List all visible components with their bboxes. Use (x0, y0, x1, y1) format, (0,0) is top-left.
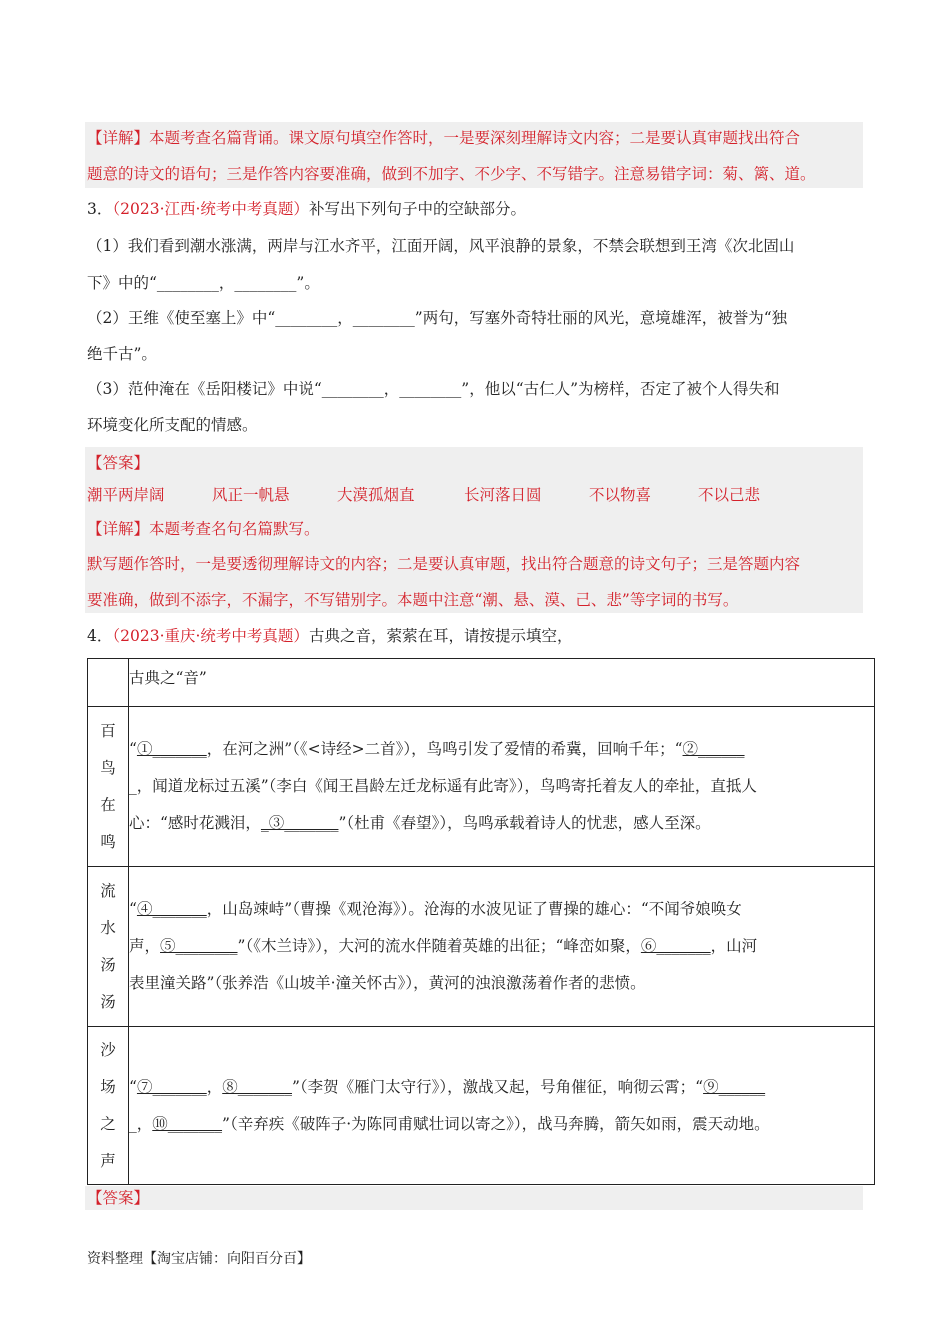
blank-1[interactable]: ①_______ (136, 740, 207, 758)
blank-2[interactable]: ②______ (682, 740, 745, 758)
question-3-header (87, 197, 526, 221)
blank-7[interactable]: ⑦_______ (136, 1077, 207, 1096)
question-3-stem: 补写出下列句子中的空缺部分。 (308, 200, 526, 218)
question-3-part1-line1: （1）我们看到潮水涨满，两岸与江水齐平，江面开阔，风平浪静的景象，不禁会联想到王湾《次北固山 (87, 237, 795, 255)
answer-4-label: 【答案】 (87, 1189, 150, 1207)
table-header-text: 古典之“音” (129, 669, 207, 687)
row-label-water: 流 水 汤 汤 (100, 881, 116, 1011)
question-3-part2-line2: 绝千古”。 (87, 345, 157, 363)
answer-3-item: 大漠孤烟直 (337, 486, 415, 504)
row-content-bird (129, 707, 875, 867)
table-row (88, 707, 875, 867)
blank-4[interactable]: ④_______ (136, 900, 207, 918)
question-3-source: （2023·江西·统考中考真题） (112, 200, 309, 218)
answer-3-item: 不以己悲 (698, 486, 761, 504)
question-4-header (87, 624, 572, 648)
question-3-part1-line2: 下》中的“________，________”。 (87, 274, 320, 292)
row-label-battle: 沙 场 之 声 (100, 1040, 116, 1170)
question-3-part2-line1: （2）王维《使至塞上》中“________，________”两句，写塞外奇特壮丽的风光，意境雄浑，被誉为“独 (87, 309, 788, 327)
blank-5[interactable]: ⑤________ (160, 937, 238, 955)
row-line: “④_______，山岛竦峙”（曹操《观沧海》）。沧海的水波见证了曹操的雄心：“不闻爷娘唤女 (129, 900, 742, 918)
row-line: 声，⑤________”（《木兰诗》），大河的流水伴随着英雄的出征；“峰峦如聚，⑥_______，山河 (129, 937, 758, 955)
table-header-cell (129, 659, 875, 707)
answer-3-detail-label: 【详解】本题考查名句名篇默写。 (87, 520, 320, 538)
answer-3-detail-line2: 要准确，做到不添字，不漏字，不写错别字。本题中注意“潮、悬、漠、己、悲”等字词的书写。 (87, 591, 739, 609)
footer-text: 资料整理【淘宝店铺：向阳百分百】 (87, 1251, 311, 1267)
detail-line-1: 【详解】本题考查名篇背诵。课文原句填空作答时，一是要深刻理解诗文内容；二是要认真审题找出符合 (87, 129, 801, 147)
answer-shade-4 (85, 1186, 863, 1210)
table-row (88, 867, 875, 1027)
row-line: _，⑩_______”（辛弃疾《破阵子·为陈同甫赋壮词以寄之》），战马奔腾，箭矢如雨，震天动地。 (129, 1114, 770, 1133)
fill-in-table (87, 658, 875, 1185)
question-3-part3-line1: （3）范仲淹在《岳阳楼记》中说“________，________”，他以“古仁人”为榜样，否定了被个人得失和 (87, 380, 780, 398)
row-label-cell (88, 707, 129, 867)
question-3-part3-line2: 环境变化所支配的情感。 (87, 416, 258, 434)
table-header-row (88, 659, 875, 707)
detail-line-2: 题意的诗文的语句；三是作答内容要准确，做到不加字、不少字、不写错字。注意易错字词：菊、篱、道。 (87, 165, 816, 183)
blank-8[interactable]: ⑧_______ (222, 1077, 292, 1096)
answer-3-item: 不以物喜 (589, 486, 652, 504)
row-content-battle (129, 1027, 875, 1185)
row-label-bird: 百 鸟 在 鸣 (100, 721, 116, 851)
row-line: “⑦_______，⑧_______”（李贺《雁门太守行》），激战又起，号角催征，响彻云霄；“⑨______ (129, 1077, 766, 1096)
blank-6[interactable]: ⑥_______ (640, 937, 711, 955)
question-4-stem: 古典之音，萦萦在耳，请按提示填空， (308, 627, 573, 645)
row-line: 心：“感时花溅泪，_③_______”（杜甫《春望》），鸟鸣承载着诗人的忧悲，感人至深。 (129, 814, 711, 832)
blank-9[interactable]: ⑨______ (703, 1077, 766, 1096)
row-line: “①_______，在河之洲”（《<诗经>二首》），鸟鸣引发了爱情的希冀，回响千年；“②______ (129, 740, 745, 758)
question-4-number: 4． (87, 627, 113, 645)
row-line: 表里潼关路”（张养浩《山坡羊·潼关怀古》），黄河的浊浪激荡着作者的悲愤。 (129, 974, 646, 992)
row-content-water (129, 867, 875, 1027)
answer-3-item: 潮平两岸阔 (87, 486, 165, 504)
blank-3[interactable]: _③_______ (260, 814, 339, 832)
answer-3-items (87, 483, 787, 507)
blank-10[interactable]: ⑩_______ (152, 1114, 223, 1133)
row-label-cell (88, 867, 129, 1027)
row-line: _，闻道龙标过五溪”（李白《闻王昌龄左迁龙标遥有此寄》），鸟鸣寄托着友人的牵扯，直抵人 (129, 777, 757, 795)
answer-3-item: 长河落日圆 (464, 486, 542, 504)
question-3-number: 3． (87, 200, 113, 218)
answer-3-label: 【答案】 (87, 454, 150, 472)
table-corner-cell (88, 659, 129, 707)
question-4-source: （2023·重庆·统考中考真题） (112, 627, 309, 645)
table-row (88, 1027, 875, 1185)
answer-3-detail-line1: 默写题作答时，一是要透彻理解诗文的内容；二是要认真审题，找出符合题意的诗文句子；三是答题内容 (87, 555, 801, 573)
answer-3-item: 风正一帆悬 (212, 486, 290, 504)
row-label-cell (88, 1027, 129, 1185)
